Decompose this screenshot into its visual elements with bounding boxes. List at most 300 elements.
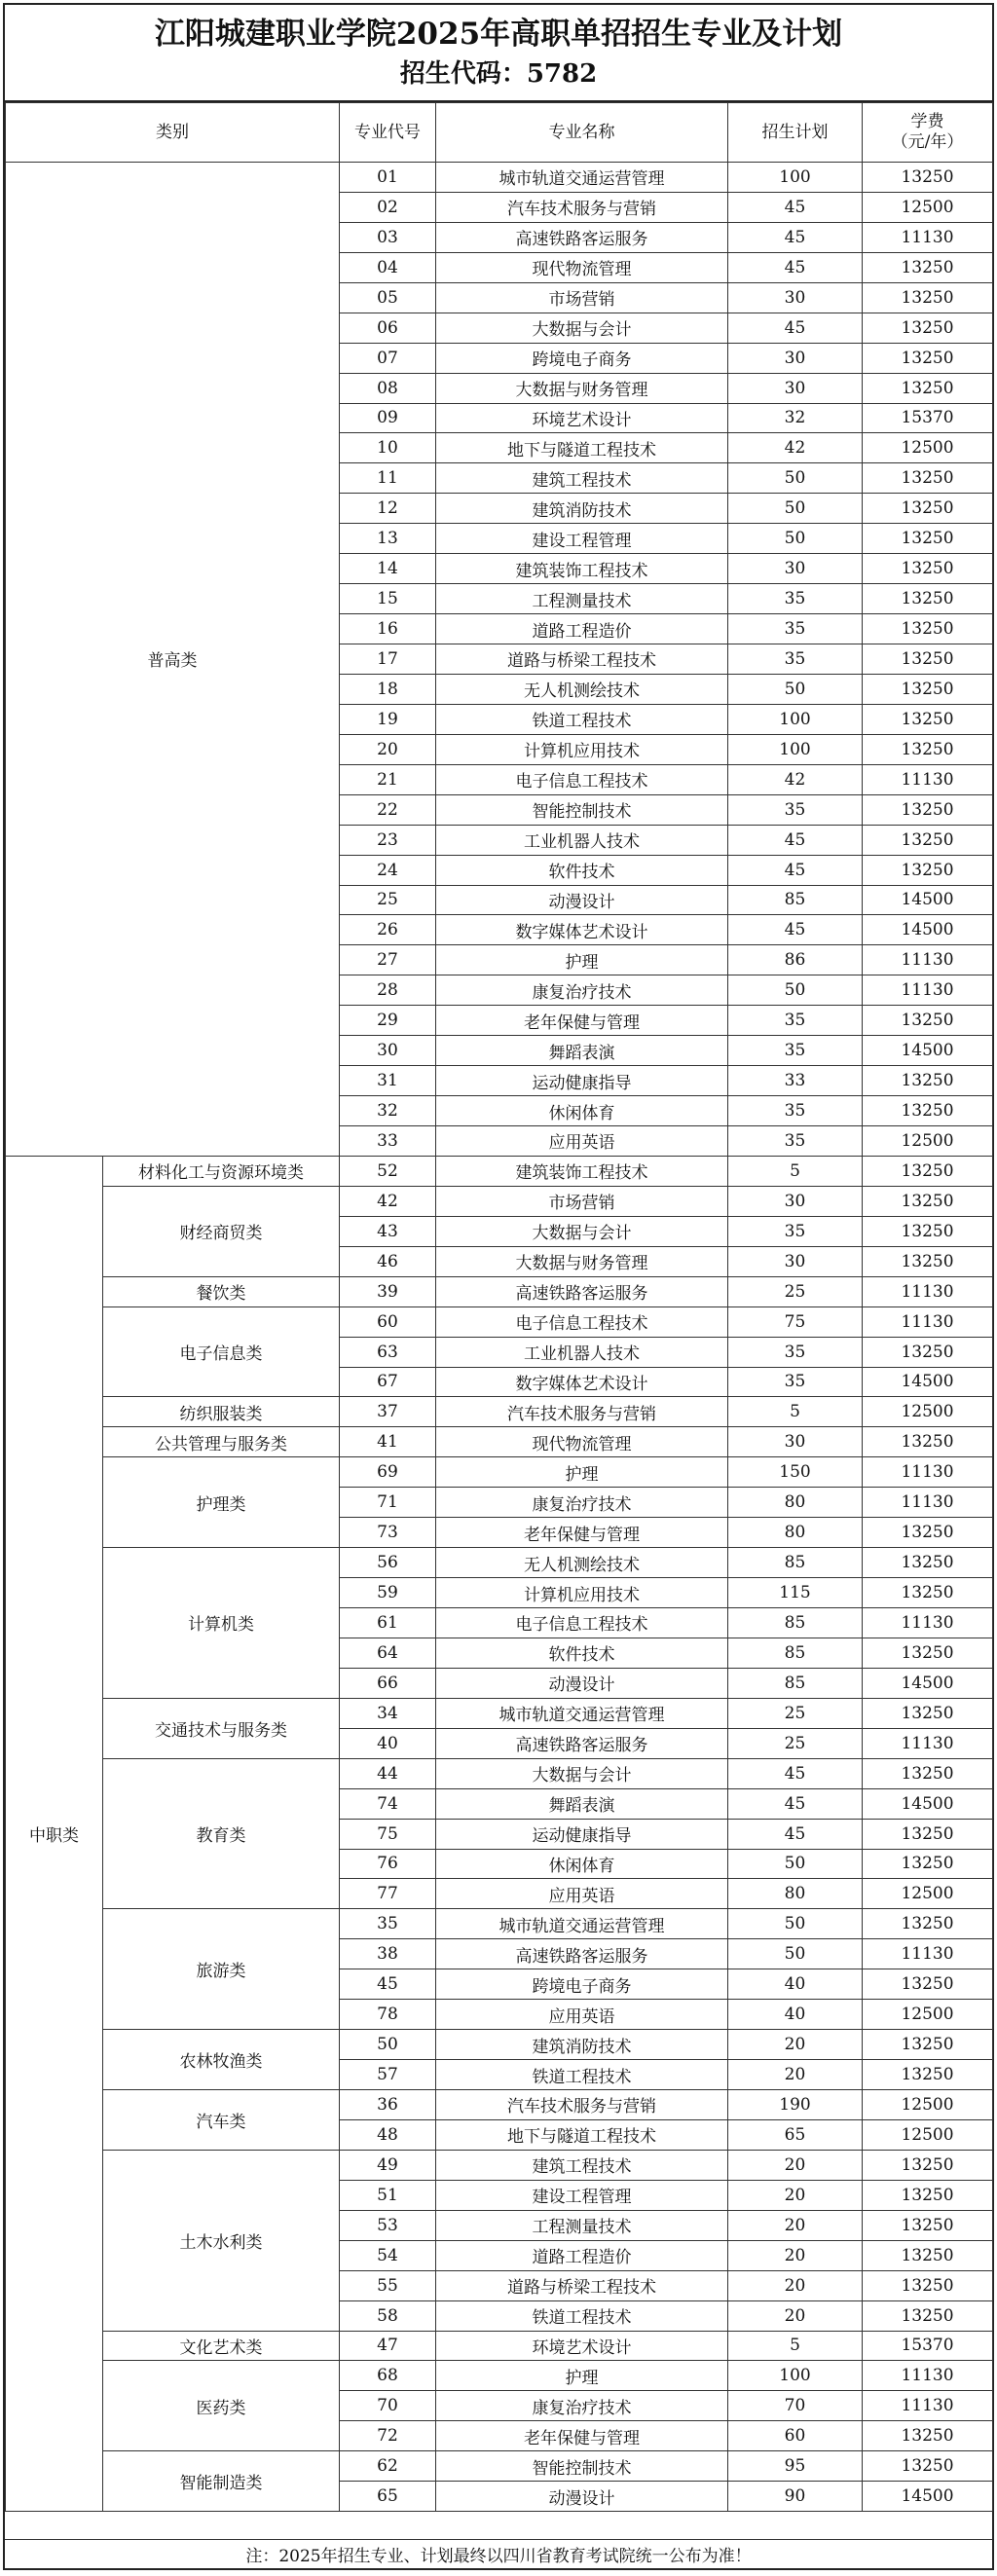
header-fee (863, 103, 993, 163)
major-name-cell: 建筑工程技术 (436, 2150, 728, 2180)
table-row (6, 2150, 993, 2180)
major-name-cell: 计算机应用技术 (436, 1578, 728, 1608)
major-name-cell: 老年保健与管理 (436, 1006, 728, 1036)
major-code-cell: 74 (340, 1788, 436, 1819)
major-code-cell: 06 (340, 313, 436, 343)
major-name-cell: 应用英语 (436, 2000, 728, 2030)
tuition-fee-cell: 14500 (863, 1036, 993, 1066)
major-name-cell: 建筑消防技术 (436, 494, 728, 524)
major-code-cell: 61 (340, 1608, 436, 1638)
major-name-cell: 建设工程管理 (436, 524, 728, 554)
tuition-fee-cell: 13250 (863, 1337, 993, 1367)
tuition-fee-cell: 13250 (863, 1518, 993, 1548)
major-code-cell: 49 (340, 2150, 436, 2180)
major-code-cell: 45 (340, 1969, 436, 2000)
subcategory-cell: 教育类 (103, 1758, 340, 1909)
plan-count-cell: 85 (728, 1608, 863, 1638)
tuition-fee-cell: 12500 (863, 1126, 993, 1157)
tuition-fee-cell: 14500 (863, 1367, 993, 1397)
tuition-fee-cell: 13250 (863, 1849, 993, 1879)
plan-count-cell: 35 (728, 1126, 863, 1157)
major-name-cell: 建设工程管理 (436, 2180, 728, 2210)
major-code-cell: 31 (340, 1066, 436, 1096)
major-name-cell: 康复治疗技术 (436, 2391, 728, 2421)
major-name-cell: 大数据与财务管理 (436, 1246, 728, 1276)
tuition-fee-cell: 13250 (863, 2300, 993, 2331)
major-name-cell: 动漫设计 (436, 1668, 728, 1698)
major-name-cell: 环境艺术设计 (436, 403, 728, 433)
page-title: 江阳城建职业学院2025年高职单招招生专业及计划 (154, 17, 843, 52)
major-code-cell: 44 (340, 1758, 436, 1788)
major-code-cell: 59 (340, 1578, 436, 1608)
table-body (6, 163, 993, 2512)
plan-count-cell: 90 (728, 2482, 863, 2512)
tuition-fee-cell: 13250 (863, 2240, 993, 2270)
major-name-cell: 铁道工程技术 (436, 2300, 728, 2331)
plan-count-cell: 45 (728, 1819, 863, 1849)
tuition-fee-cell: 11130 (863, 222, 993, 252)
table-row (6, 1276, 993, 1306)
tuition-fee-cell: 11130 (863, 1608, 993, 1638)
major-code-cell: 43 (340, 1216, 436, 1246)
major-code-cell: 38 (340, 1939, 436, 1969)
tuition-fee-cell: 12500 (863, 2000, 993, 2030)
tuition-fee-cell: 13250 (863, 373, 993, 403)
table-row (6, 1397, 993, 1427)
plan-count-cell: 45 (728, 1788, 863, 1819)
subcategory-cell: 餐饮类 (103, 1276, 340, 1306)
tuition-fee-cell: 13250 (863, 2180, 993, 2210)
major-name-cell: 电子信息工程技术 (436, 764, 728, 794)
major-name-cell: 铁道工程技术 (436, 2060, 728, 2090)
plan-count-cell: 20 (728, 2180, 863, 2210)
plan-count-cell: 100 (728, 163, 863, 193)
major-name-cell: 大数据与财务管理 (436, 373, 728, 403)
plan-count-cell: 80 (728, 1518, 863, 1548)
subcategory-cell: 财经商贸类 (103, 1186, 340, 1276)
major-code-cell: 19 (340, 704, 436, 734)
plan-count-cell: 85 (728, 1548, 863, 1578)
major-name-cell: 运动健康指导 (436, 1066, 728, 1096)
subcategory-cell: 旅游类 (103, 1909, 340, 2030)
plan-count-cell: 32 (728, 403, 863, 433)
major-code-cell: 01 (340, 163, 436, 193)
tuition-fee-cell: 13250 (863, 1156, 993, 1186)
plan-count-cell: 42 (728, 433, 863, 463)
tuition-fee-cell: 13250 (863, 794, 993, 825)
plan-count-cell: 50 (728, 1939, 863, 1969)
plan-count-cell: 20 (728, 2030, 863, 2060)
major-name-cell: 现代物流管理 (436, 252, 728, 282)
major-code-cell: 21 (340, 764, 436, 794)
major-code-cell: 24 (340, 855, 436, 885)
major-name-cell: 工业机器人技术 (436, 825, 728, 855)
major-name-cell: 休闲体育 (436, 1096, 728, 1126)
header-fee-label: 学费 (910, 112, 944, 131)
enrollment-sheet (3, 3, 994, 2570)
plan-count-cell: 45 (728, 192, 863, 222)
plan-count-cell: 45 (728, 1758, 863, 1788)
plan-count-cell: 30 (728, 373, 863, 403)
major-name-cell: 高速铁路客运服务 (436, 1728, 728, 1758)
major-name-cell: 道路工程造价 (436, 2240, 728, 2270)
tuition-fee-cell: 13250 (863, 2451, 993, 2482)
tuition-fee-cell: 13250 (863, 1909, 993, 1939)
major-code-cell: 60 (340, 1306, 436, 1337)
major-name-cell: 应用英语 (436, 1879, 728, 1909)
tuition-fee-cell: 13250 (863, 1758, 993, 1788)
major-code-cell: 03 (340, 222, 436, 252)
major-name-cell: 地下与隧道工程技术 (436, 2119, 728, 2150)
plan-count-cell: 150 (728, 1457, 863, 1488)
tuition-fee-cell: 13250 (863, 825, 993, 855)
major-name-cell: 市场营销 (436, 1186, 728, 1216)
major-name-cell: 道路工程造价 (436, 614, 728, 644)
table-row (6, 1457, 993, 1488)
major-code-cell: 37 (340, 1397, 436, 1427)
plan-count-cell: 40 (728, 1969, 863, 2000)
major-name-cell: 汽车技术服务与营销 (436, 192, 728, 222)
table-row (6, 2331, 993, 2361)
table-row (6, 2090, 993, 2120)
tuition-fee-cell: 13250 (863, 1578, 993, 1608)
plan-count-cell: 20 (728, 2270, 863, 2300)
major-code-cell: 48 (340, 2119, 436, 2150)
header-fee-unit: （元/年） (891, 132, 964, 152)
major-name-cell: 工程测量技术 (436, 2210, 728, 2240)
major-name-cell: 动漫设计 (436, 2482, 728, 2512)
major-code-cell: 17 (340, 644, 436, 675)
plan-count-cell: 50 (728, 463, 863, 494)
major-code-cell: 75 (340, 1819, 436, 1849)
major-code-cell: 63 (340, 1337, 436, 1367)
subcategory-cell: 计算机类 (103, 1548, 340, 1699)
major-code-cell: 28 (340, 975, 436, 1006)
major-code-cell: 42 (340, 1186, 436, 1216)
plan-count-cell: 50 (728, 674, 863, 704)
major-code-cell: 36 (340, 2090, 436, 2120)
major-name-cell: 康复治疗技术 (436, 975, 728, 1006)
major-code-cell: 73 (340, 1518, 436, 1548)
major-name-cell: 跨境电子商务 (436, 1969, 728, 2000)
tuition-fee-cell: 12500 (863, 433, 993, 463)
major-name-cell: 软件技术 (436, 855, 728, 885)
major-code-cell: 35 (340, 1909, 436, 1939)
table-row (6, 1548, 993, 1578)
major-name-cell: 道路与桥梁工程技术 (436, 644, 728, 675)
plan-count-cell: 35 (728, 584, 863, 614)
plan-count-cell: 100 (728, 734, 863, 764)
major-name-cell: 康复治疗技术 (436, 1488, 728, 1518)
major-code-cell: 68 (340, 2361, 436, 2391)
tuition-fee-cell: 13250 (863, 2030, 993, 2060)
plan-count-cell: 35 (728, 1216, 863, 1246)
tuition-fee-cell: 13250 (863, 1819, 993, 1849)
table-row (6, 1698, 993, 1728)
table-row (6, 2361, 993, 2391)
major-name-cell: 大数据与会计 (436, 1216, 728, 1246)
table-row (6, 2030, 993, 2060)
major-code-cell: 11 (340, 463, 436, 494)
plan-count-cell: 75 (728, 1306, 863, 1337)
major-code-cell: 67 (340, 1367, 436, 1397)
tuition-fee-cell: 11130 (863, 1939, 993, 1969)
major-code-cell: 10 (340, 433, 436, 463)
plan-count-cell: 30 (728, 1427, 863, 1457)
major-code-cell: 76 (340, 1849, 436, 1879)
subcategory-cell: 纺织服装类 (103, 1397, 340, 1427)
tuition-fee-cell: 13250 (863, 2150, 993, 2180)
major-code-cell: 52 (340, 1156, 436, 1186)
major-code-cell: 26 (340, 915, 436, 945)
major-name-cell: 智能控制技术 (436, 2451, 728, 2482)
tuition-fee-cell: 12500 (863, 2119, 993, 2150)
plan-count-cell: 100 (728, 2361, 863, 2391)
tuition-fee-cell: 13250 (863, 614, 993, 644)
major-code-cell: 56 (340, 1548, 436, 1578)
plan-count-cell: 35 (728, 1036, 863, 1066)
plan-count-cell: 35 (728, 1096, 863, 1126)
major-code-cell: 53 (340, 2210, 436, 2240)
major-name-cell: 大数据与会计 (436, 313, 728, 343)
major-name-cell: 市场营销 (436, 282, 728, 313)
plan-count-cell: 30 (728, 1246, 863, 1276)
tuition-fee-cell: 13250 (863, 2060, 993, 2090)
major-name-cell: 电子信息工程技术 (436, 1306, 728, 1337)
major-name-cell: 老年保健与管理 (436, 2421, 728, 2451)
major-name-cell: 汽车技术服务与营销 (436, 2090, 728, 2120)
major-code-cell: 15 (340, 584, 436, 614)
major-code-cell: 32 (340, 1096, 436, 1126)
plan-count-cell: 35 (728, 1006, 863, 1036)
table-row (6, 1909, 993, 1939)
tuition-fee-cell: 14500 (863, 1788, 993, 1819)
major-code-cell: 23 (340, 825, 436, 855)
major-name-cell: 环境艺术设计 (436, 2331, 728, 2361)
tuition-fee-cell: 14500 (863, 885, 993, 915)
table-row (6, 163, 993, 193)
major-code-cell: 66 (340, 1668, 436, 1698)
tuition-fee-cell: 13250 (863, 494, 993, 524)
tuition-fee-cell: 11130 (863, 1457, 993, 1488)
tuition-fee-cell: 11130 (863, 1306, 993, 1337)
plan-count-cell: 35 (728, 614, 863, 644)
major-code-cell: 02 (340, 192, 436, 222)
subcategory-cell: 交通技术与服务类 (103, 1698, 340, 1758)
tuition-fee-cell: 12500 (863, 1397, 993, 1427)
header-name: 专业名称 (436, 103, 728, 163)
major-code-cell: 09 (340, 403, 436, 433)
major-name-cell: 道路与桥梁工程技术 (436, 2270, 728, 2300)
tuition-fee-cell: 13250 (863, 163, 993, 193)
table-row (6, 1306, 993, 1337)
plan-count-cell: 65 (728, 2119, 863, 2150)
table-row (6, 1186, 993, 1216)
plan-count-cell: 35 (728, 794, 863, 825)
major-name-cell: 建筑工程技术 (436, 463, 728, 494)
plan-count-cell: 45 (728, 915, 863, 945)
tuition-fee-cell: 13250 (863, 2421, 993, 2451)
major-name-cell: 休闲体育 (436, 1849, 728, 1879)
tuition-fee-cell: 13250 (863, 855, 993, 885)
tuition-fee-cell: 13250 (863, 343, 993, 373)
tuition-fee-cell: 13250 (863, 734, 993, 764)
major-name-cell: 舞蹈表演 (436, 1788, 728, 1819)
major-name-cell: 应用英语 (436, 1126, 728, 1157)
major-name-cell: 大数据与会计 (436, 1758, 728, 1788)
tuition-fee-cell: 14500 (863, 1668, 993, 1698)
subcategory-cell: 农林牧渔类 (103, 2030, 340, 2090)
major-code-cell: 55 (340, 2270, 436, 2300)
plan-count-cell: 40 (728, 2000, 863, 2030)
footer-note: 注：2025年招生专业、计划最终以四川省教育考试院统一公布为准！ (5, 2539, 992, 2568)
plan-count-cell: 85 (728, 885, 863, 915)
major-code-cell: 58 (340, 2300, 436, 2331)
major-name-cell: 护理 (436, 1457, 728, 1488)
major-code-cell: 54 (340, 2240, 436, 2270)
tuition-fee-cell: 13250 (863, 644, 993, 675)
major-code-cell: 78 (340, 2000, 436, 2030)
tuition-fee-cell: 13250 (863, 252, 993, 282)
plan-count-cell: 30 (728, 282, 863, 313)
plan-count-cell: 25 (728, 1698, 863, 1728)
tuition-fee-cell: 12500 (863, 192, 993, 222)
plan-count-cell: 30 (728, 343, 863, 373)
subcategory-cell: 电子信息类 (103, 1306, 340, 1397)
plan-count-cell: 5 (728, 2331, 863, 2361)
major-code-cell: 27 (340, 945, 436, 975)
tuition-fee-cell: 11130 (863, 764, 993, 794)
major-code-cell: 22 (340, 794, 436, 825)
major-name-cell: 城市轨道交通运营管理 (436, 1909, 728, 1939)
tuition-fee-cell: 14500 (863, 915, 993, 945)
plan-count-cell: 45 (728, 252, 863, 282)
plan-count-cell: 80 (728, 1879, 863, 1909)
tuition-fee-cell: 13250 (863, 524, 993, 554)
major-name-cell: 数字媒体艺术设计 (436, 915, 728, 945)
major-code-cell: 16 (340, 614, 436, 644)
major-name-cell: 数字媒体艺术设计 (436, 1367, 728, 1397)
major-name-cell: 智能控制技术 (436, 794, 728, 825)
header-code: 专业代号 (340, 103, 436, 163)
plan-count-cell: 100 (728, 704, 863, 734)
plan-count-cell: 5 (728, 1156, 863, 1186)
major-name-cell: 高速铁路客运服务 (436, 1276, 728, 1306)
tuition-fee-cell: 15370 (863, 2331, 993, 2361)
table-row (6, 1156, 993, 1186)
major-code-cell: 14 (340, 554, 436, 584)
major-code-cell: 04 (340, 252, 436, 282)
major-name-cell: 高速铁路客运服务 (436, 222, 728, 252)
plan-count-cell: 30 (728, 554, 863, 584)
tuition-fee-cell: 13250 (863, 1096, 993, 1126)
plan-count-cell: 50 (728, 1849, 863, 1879)
major-code-cell: 08 (340, 373, 436, 403)
plan-count-cell: 70 (728, 2391, 863, 2421)
plan-count-cell: 50 (728, 975, 863, 1006)
major-code-cell: 18 (340, 674, 436, 704)
major-name-cell: 计算机应用技术 (436, 734, 728, 764)
subcategory-cell: 护理类 (103, 1457, 340, 1548)
major-name-cell: 现代物流管理 (436, 1427, 728, 1457)
plan-count-cell: 25 (728, 1276, 863, 1306)
tuition-fee-cell: 13250 (863, 1216, 993, 1246)
major-code-cell: 70 (340, 2391, 436, 2421)
tuition-fee-cell: 13250 (863, 2210, 993, 2240)
subcategory-cell: 医药类 (103, 2361, 340, 2451)
major-code-cell: 33 (340, 1126, 436, 1157)
tuition-fee-cell: 13250 (863, 313, 993, 343)
tuition-fee-cell: 13250 (863, 554, 993, 584)
plan-count-cell: 42 (728, 764, 863, 794)
major-code-cell: 34 (340, 1698, 436, 1728)
major-name-cell: 高速铁路客运服务 (436, 1939, 728, 1969)
major-code-cell: 71 (340, 1488, 436, 1518)
plan-count-cell: 50 (728, 1909, 863, 1939)
plan-count-cell: 20 (728, 2060, 863, 2090)
major-code-cell: 72 (340, 2421, 436, 2451)
title-block (5, 5, 992, 102)
plan-count-cell: 20 (728, 2150, 863, 2180)
plan-count-cell: 35 (728, 644, 863, 675)
major-code-cell: 46 (340, 1246, 436, 1276)
plan-count-cell: 190 (728, 2090, 863, 2120)
major-code-cell: 20 (340, 734, 436, 764)
major-name-cell: 建筑装饰工程技术 (436, 554, 728, 584)
major-name-cell: 护理 (436, 2361, 728, 2391)
enrollment-code: 招生代码：5782 (399, 59, 598, 89)
major-code-cell: 07 (340, 343, 436, 373)
subcategory-cell: 公共管理与服务类 (103, 1427, 340, 1457)
tuition-fee-cell: 13250 (863, 463, 993, 494)
plan-count-cell: 20 (728, 2240, 863, 2270)
major-code-cell: 62 (340, 2451, 436, 2482)
tuition-fee-cell: 12500 (863, 1879, 993, 1909)
plan-count-cell: 35 (728, 1367, 863, 1397)
plan-count-cell: 85 (728, 1638, 863, 1668)
header-category: 类别 (6, 103, 340, 163)
plan-count-cell: 20 (728, 2300, 863, 2331)
subcategory-cell: 智能制造类 (103, 2451, 340, 2512)
tuition-fee-cell: 13250 (863, 1006, 993, 1036)
major-code-cell: 41 (340, 1427, 436, 1457)
plan-count-cell: 95 (728, 2451, 863, 2482)
plan-count-cell: 20 (728, 2210, 863, 2240)
major-name-cell: 地下与隧道工程技术 (436, 433, 728, 463)
major-name-cell: 动漫设计 (436, 885, 728, 915)
tuition-fee-cell: 13250 (863, 1698, 993, 1728)
tuition-fee-cell: 13250 (863, 1427, 993, 1457)
tuition-fee-cell: 11130 (863, 945, 993, 975)
plan-count-cell: 5 (728, 1397, 863, 1427)
major-code-cell: 39 (340, 1276, 436, 1306)
major-code-cell: 40 (340, 1728, 436, 1758)
tuition-fee-cell: 11130 (863, 2391, 993, 2421)
plan-count-cell: 50 (728, 524, 863, 554)
major-code-cell: 30 (340, 1036, 436, 1066)
plan-count-cell: 60 (728, 2421, 863, 2451)
tuition-fee-cell: 11130 (863, 2361, 993, 2391)
major-name-cell: 无人机测绘技术 (436, 674, 728, 704)
tuition-fee-cell: 13250 (863, 1638, 993, 1668)
major-name-cell: 汽车技术服务与营销 (436, 1397, 728, 1427)
subcategory-cell: 文化艺术类 (103, 2331, 340, 2361)
plan-count-cell: 86 (728, 945, 863, 975)
major-code-cell: 69 (340, 1457, 436, 1488)
tuition-fee-cell: 13250 (863, 674, 993, 704)
header-row (6, 103, 993, 163)
plan-count-cell: 50 (728, 494, 863, 524)
